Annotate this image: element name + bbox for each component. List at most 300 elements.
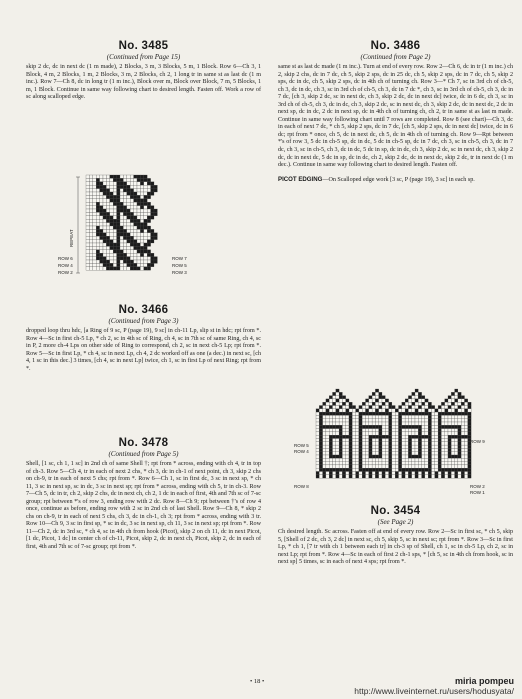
- chart-cell: [130, 229, 133, 232]
- chart-cell: [382, 415, 385, 418]
- chart-cell: [316, 455, 319, 458]
- chart-cell: [412, 399, 415, 402]
- chart-row-label-3: ROW 3: [172, 270, 187, 275]
- chart-cell: [405, 399, 408, 402]
- chart-cell: [389, 412, 392, 415]
- chart-cell: [418, 396, 421, 399]
- chart-cell: [144, 250, 147, 253]
- chart-cell: [127, 212, 130, 215]
- chart-cell: [349, 439, 352, 442]
- chart-cell: [389, 419, 392, 422]
- chart-cell: [93, 236, 96, 239]
- chart-cell: [137, 189, 140, 192]
- chart-cell: [117, 223, 120, 226]
- chart-cell: [362, 406, 365, 409]
- chart-cell: [395, 465, 398, 468]
- chart-cell: [389, 458, 392, 461]
- chart-cell: [372, 409, 375, 412]
- chart-cell: [422, 455, 425, 458]
- chart-cell: [134, 243, 137, 246]
- chart-cell: [346, 455, 349, 458]
- chart-cell: [151, 253, 154, 256]
- chart-cell: [422, 439, 425, 442]
- chart-cell: [356, 412, 359, 415]
- chart-cell: [117, 206, 120, 209]
- chart-cell: [117, 175, 120, 178]
- chart-cell: [415, 448, 418, 451]
- chart-cell: [103, 236, 106, 239]
- chart-cell: [134, 195, 137, 198]
- chart-cell: [441, 455, 444, 458]
- chart-cell: [412, 409, 415, 412]
- chart-cell: [123, 185, 126, 188]
- chart-row-label-9: ROW 9: [470, 439, 485, 444]
- chart-cell: [123, 263, 126, 266]
- chart-cell: [425, 429, 428, 432]
- chart-cell: [461, 439, 464, 442]
- chart-cell: [134, 185, 137, 188]
- chart-cell: [316, 452, 319, 455]
- chart-cell: [123, 229, 126, 232]
- chart-cell: [372, 419, 375, 422]
- chart-cell: [432, 458, 435, 461]
- chart-row-label-6: ROW 6: [58, 256, 73, 261]
- chart-cell: [375, 419, 378, 422]
- chart-cell: [154, 209, 157, 212]
- chart-cell: [144, 182, 147, 185]
- chart-cell: [130, 212, 133, 215]
- chart-cell: [319, 412, 322, 415]
- chart-cell: [375, 396, 378, 399]
- chart-cell: [333, 392, 336, 395]
- chart-cell: [113, 219, 116, 222]
- chart-cell: [399, 432, 402, 435]
- chart-cell: [103, 175, 106, 178]
- chart-cell: [412, 425, 415, 428]
- chart-cell: [103, 182, 106, 185]
- chart-cell: [130, 267, 133, 270]
- chart-cell: [110, 263, 113, 266]
- chart-cell: [465, 409, 468, 412]
- chart-cell: [405, 448, 408, 451]
- chart-cell: [342, 399, 345, 402]
- chart-cell: [415, 425, 418, 428]
- chart-cell: [103, 192, 106, 195]
- chart-cell: [402, 402, 405, 405]
- chart-cell: [117, 189, 120, 192]
- chart-cell: [465, 472, 468, 475]
- chart-cell: [415, 432, 418, 435]
- chart-row-label-4: ROW 4: [294, 449, 309, 454]
- chart-cell: [89, 257, 92, 260]
- chart-cell: [113, 260, 116, 263]
- chart-cell: [408, 422, 411, 425]
- chart-cell: [342, 396, 345, 399]
- chart-cell: [399, 439, 402, 442]
- chart-cell: [425, 402, 428, 405]
- chart-cell: [319, 472, 322, 475]
- chart-cell: [425, 462, 428, 465]
- chart-cell: [147, 212, 150, 215]
- chart-cell: [461, 422, 464, 425]
- chart-cell: [468, 468, 471, 471]
- chart-cell: [349, 402, 352, 405]
- chart-cell: [127, 240, 130, 243]
- chart-cell: [140, 216, 143, 219]
- chart-cell: [100, 185, 103, 188]
- chart-cell: [435, 419, 438, 422]
- chart-cell: [362, 448, 365, 451]
- chart-cell: [458, 458, 461, 461]
- chart-cell: [412, 468, 415, 471]
- chart-cell: [432, 468, 435, 471]
- chart-cell: [110, 246, 113, 249]
- chart-cell: [137, 192, 140, 195]
- chart-cell: [402, 445, 405, 448]
- chart-cell: [448, 462, 451, 465]
- chart-cell: [422, 468, 425, 471]
- chart-cell: [346, 468, 349, 471]
- chart-cell: [405, 406, 408, 409]
- chart-cell: [385, 406, 388, 409]
- chart-cell: [110, 260, 113, 263]
- chart-cell: [329, 415, 332, 418]
- chart-cell: [151, 209, 154, 212]
- chart-cell: [89, 206, 92, 209]
- chart-cell: [425, 415, 428, 418]
- chart-cell: [385, 442, 388, 445]
- chart-cell: [379, 462, 382, 465]
- chart-cell: [147, 240, 150, 243]
- chart-cell: [465, 458, 468, 461]
- chart-cell: [120, 246, 123, 249]
- chart-cell: [412, 465, 415, 468]
- chart-cell: [154, 189, 157, 192]
- chart-cell: [110, 223, 113, 226]
- chart-cell: [359, 432, 362, 435]
- chart-cell: [127, 236, 130, 239]
- chart-cell: [359, 415, 362, 418]
- chart-cell: [110, 175, 113, 178]
- chart-cell: [389, 409, 392, 412]
- chart-cell: [366, 439, 369, 442]
- chart-cell: [445, 475, 448, 478]
- chart-cell: [458, 442, 461, 445]
- chart-cell: [461, 415, 464, 418]
- chart-cell: [395, 432, 398, 435]
- chart-cell: [435, 462, 438, 465]
- chart-cell: [140, 226, 143, 229]
- chart-cell: [385, 412, 388, 415]
- chart-cell: [349, 472, 352, 475]
- chart-cell: [86, 199, 89, 202]
- chart-cell: [117, 216, 120, 219]
- chart-cell: [375, 448, 378, 451]
- chart-cell: [342, 452, 345, 455]
- chart-cell: [461, 406, 464, 409]
- chart-cell: [134, 223, 137, 226]
- chart-cell: [372, 399, 375, 402]
- chart-cell: [455, 422, 458, 425]
- chart-cell: [418, 445, 421, 448]
- chart-cell: [415, 465, 418, 468]
- chart-cell: [147, 182, 150, 185]
- chart-cell: [382, 475, 385, 478]
- chart-cell: [362, 419, 365, 422]
- chart-cell: [399, 465, 402, 468]
- chart-cell: [103, 257, 106, 260]
- chart-cell: [123, 182, 126, 185]
- chart-cell: [425, 455, 428, 458]
- chart-cell: [113, 175, 116, 178]
- chart-cell: [402, 472, 405, 475]
- chart-cell: [120, 229, 123, 232]
- chart-cell: [323, 458, 326, 461]
- chart-cell: [339, 419, 342, 422]
- chart-cell: [316, 422, 319, 425]
- chart-cell: [458, 465, 461, 468]
- chart-cell: [408, 412, 411, 415]
- chart-cell: [117, 219, 120, 222]
- chart-cell: [93, 246, 96, 249]
- chart-cell: [323, 419, 326, 422]
- chart-cell: [359, 465, 362, 468]
- chart-cell: [110, 236, 113, 239]
- chart-cell: [134, 178, 137, 181]
- chart-cell: [86, 212, 89, 215]
- chart-cell: [329, 445, 332, 448]
- chart-cell: [144, 185, 147, 188]
- chart-cell: [405, 455, 408, 458]
- chart-cell: [412, 406, 415, 409]
- chart-cell: [448, 396, 451, 399]
- chart-cell: [402, 419, 405, 422]
- chart-cell: [336, 445, 339, 448]
- chart-cell: [402, 442, 405, 445]
- chart-cell: [392, 439, 395, 442]
- chart-cell: [89, 202, 92, 205]
- chart-cell: [140, 223, 143, 226]
- chart-cell: [137, 206, 140, 209]
- chart-cell: [93, 229, 96, 232]
- chart-cell: [461, 448, 464, 451]
- chart-cell: [379, 425, 382, 428]
- chart-cell: [382, 432, 385, 435]
- chart-cell: [326, 415, 329, 418]
- chart-cell: [117, 185, 120, 188]
- chart-cell: [333, 472, 336, 475]
- chart-cell: [144, 199, 147, 202]
- chart-cell: [441, 435, 444, 438]
- chart-cell: [352, 439, 355, 442]
- chart-cell: [329, 442, 332, 445]
- chart-cell: [110, 182, 113, 185]
- chart-cell: [461, 452, 464, 455]
- chart-cell: [127, 178, 130, 181]
- chart-cell: [329, 432, 332, 435]
- chart-cell: [346, 445, 349, 448]
- chart-cell: [375, 412, 378, 415]
- chart-cell: [461, 458, 464, 461]
- chart-cell: [130, 202, 133, 205]
- chart-cell: [372, 439, 375, 442]
- chart-cell: [385, 409, 388, 412]
- chart-cell: [425, 448, 428, 451]
- chart-cell: [405, 462, 408, 465]
- chart-cell: [461, 399, 464, 402]
- chart-cell: [127, 223, 130, 226]
- chart-cell: [382, 429, 385, 432]
- chart-cell: [93, 223, 96, 226]
- chart-cell: [402, 458, 405, 461]
- chart-cell: [89, 192, 92, 195]
- pattern-3466: [26, 304, 261, 373]
- chart-cell: [117, 267, 120, 270]
- chart-cell: [342, 415, 345, 418]
- chart-cell: [438, 452, 441, 455]
- chart-cell: [106, 250, 109, 253]
- chart-cell: [113, 195, 116, 198]
- chart-cell: [140, 257, 143, 260]
- chart-cell: [100, 202, 103, 205]
- chart-cell: [120, 219, 123, 222]
- chart-cell: [405, 452, 408, 455]
- chart-cell: [461, 425, 464, 428]
- chart-cell: [425, 419, 428, 422]
- chart-cell: [402, 468, 405, 471]
- chart-cell: [319, 442, 322, 445]
- chart-cell: [369, 399, 372, 402]
- chart-cell: [86, 175, 89, 178]
- chart-cell: [375, 422, 378, 425]
- chart-cell: [137, 267, 140, 270]
- chart-cell: [96, 267, 99, 270]
- chart-cell: [468, 448, 471, 451]
- chart-cell: [385, 399, 388, 402]
- chart-cell: [319, 409, 322, 412]
- chart-cell: [319, 468, 322, 471]
- chart-cell: [339, 412, 342, 415]
- chart-cell: [458, 402, 461, 405]
- chart-cell: [130, 236, 133, 239]
- chart-cell: [399, 425, 402, 428]
- chart-cell: [362, 468, 365, 471]
- chart-cell: [103, 229, 106, 232]
- chart-cell: [366, 399, 369, 402]
- chart-cell: [329, 472, 332, 475]
- chart-cell: [346, 448, 349, 451]
- chart-cell: [402, 409, 405, 412]
- chart-cell: [316, 425, 319, 428]
- chart-cell: [326, 439, 329, 442]
- chart-cell: [336, 458, 339, 461]
- chart-cell: [422, 448, 425, 451]
- chart-cell: [362, 442, 365, 445]
- chart-cell: [134, 219, 137, 222]
- chart-cell: [130, 253, 133, 256]
- chart-cell: [369, 415, 372, 418]
- chart-cell: [375, 455, 378, 458]
- chart-cell: [346, 458, 349, 461]
- chart-cell: [117, 209, 120, 212]
- chart-cell: [137, 226, 140, 229]
- chart-cell: [418, 448, 421, 451]
- chart-cell: [448, 412, 451, 415]
- chart-cell: [140, 175, 143, 178]
- chart-cell: [333, 452, 336, 455]
- chart-cell: [432, 442, 435, 445]
- chart-cell: [402, 452, 405, 455]
- chart-cell: [151, 240, 154, 243]
- chart-cell: [438, 412, 441, 415]
- chart-cell: [103, 263, 106, 266]
- chart-cell: [369, 406, 372, 409]
- chart-cell: [441, 419, 444, 422]
- chart-cell: [144, 216, 147, 219]
- chart-cell: [89, 199, 92, 202]
- chart-cell: [366, 422, 369, 425]
- chart-cell: [366, 415, 369, 418]
- chart-cell: [154, 260, 157, 263]
- chart-cell: [415, 415, 418, 418]
- chart-cell: [451, 396, 454, 399]
- chart-cell: [93, 233, 96, 236]
- chart-cell: [435, 422, 438, 425]
- chart-cell: [96, 182, 99, 185]
- chart-cell: [418, 439, 421, 442]
- chart-cell: [96, 206, 99, 209]
- chart-cell: [468, 472, 471, 475]
- chart-cell: [96, 209, 99, 212]
- watermark-name: miria pompeu: [454, 676, 514, 686]
- chart-cell: [110, 257, 113, 260]
- chart-cell: [359, 429, 362, 432]
- chart-cell: [375, 406, 378, 409]
- chart-cell: [435, 448, 438, 451]
- chart-cell: [408, 435, 411, 438]
- chart-cell: [379, 435, 382, 438]
- chart-cell: [110, 267, 113, 270]
- chart-cell: [405, 458, 408, 461]
- chart-cell: [130, 257, 133, 260]
- chart-cell: [117, 250, 120, 253]
- chart-cell: [323, 429, 326, 432]
- chart-cell: [319, 415, 322, 418]
- chart-cell: [123, 202, 126, 205]
- chart-cell: [106, 175, 109, 178]
- chart-cell: [140, 195, 143, 198]
- chart-cell: [362, 425, 365, 428]
- chart-cell: [451, 455, 454, 458]
- chart-cell: [389, 472, 392, 475]
- chart-cell: [134, 206, 137, 209]
- chart-cell: [375, 399, 378, 402]
- chart-cell: [468, 462, 471, 465]
- chart-cell: [438, 472, 441, 475]
- chart-cell: [103, 226, 106, 229]
- chart-cell: [89, 195, 92, 198]
- chart-cell: [140, 236, 143, 239]
- chart-cell: [458, 412, 461, 415]
- chart-cell: [438, 409, 441, 412]
- chart-cell: [117, 257, 120, 260]
- chart-cell: [389, 429, 392, 432]
- chart-cell: [412, 458, 415, 461]
- chart-cell: [349, 465, 352, 468]
- chart-cell: [445, 452, 448, 455]
- chart-cell: [147, 243, 150, 246]
- chart-cell: [445, 402, 448, 405]
